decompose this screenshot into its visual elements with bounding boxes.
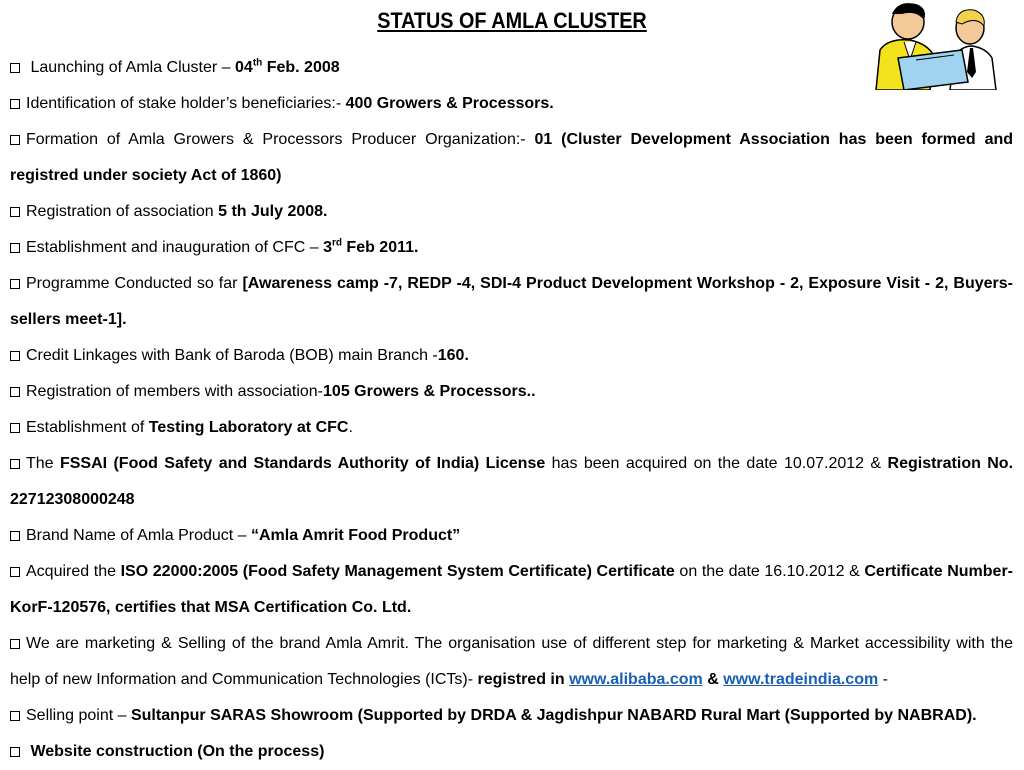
list-item: Establishment and inauguration of CFC – 3rd Feb 2011.	[10, 230, 1013, 266]
alibaba-link[interactable]: www.alibaba.com	[569, 671, 703, 688]
list-item: Identification of stake holder’s beneficiaries:- 400 Growers & Processors.	[10, 86, 1013, 122]
checkbox-bullet-icon	[10, 639, 20, 649]
list-item: Website construction (On the process)	[10, 734, 1013, 770]
list-item: We are marketing & Selling of the brand Amla Amrit. The organisation use of different step for marketing & Market accessibility with the help of new Information and Communication Technologies (ICTs)- registred in www.alibaba.com & www.tradeindia.com -	[10, 635, 1013, 688]
list-item: Selling point – Sultanpur SARAS Showroom (Supported by DRDA & Jagdishpur NABARD Rural Mart (Supported by NABRAD).	[10, 698, 1013, 734]
checkbox-bullet-icon	[10, 387, 20, 397]
list-item: Establishment of Testing Laboratory at CFC.	[10, 410, 1013, 446]
checkbox-bullet-icon	[10, 711, 20, 721]
list-item: Launching of Amla Cluster – 04th Feb. 2008	[10, 50, 1013, 86]
list-item: Programme Conducted so far [Awareness camp -7, REDP -4, SDI-4 Product Development Workshop - 2, Exposure Visit - 2, Buyers-sellers meet-1].	[10, 275, 1014, 328]
checkbox-bullet-icon	[10, 747, 20, 757]
checkbox-bullet-icon	[10, 423, 20, 433]
checkbox-bullet-icon	[10, 279, 20, 289]
list-item: Registration of members with association-105 Growers & Processors..	[10, 374, 1013, 410]
checkbox-bullet-icon	[10, 351, 20, 361]
status-list	[10, 50, 1013, 770]
checkbox-bullet-icon	[10, 207, 20, 217]
checkbox-bullet-icon	[10, 63, 20, 73]
tradeindia-link[interactable]: www.tradeindia.com	[723, 671, 879, 688]
checkbox-bullet-icon	[10, 531, 20, 541]
checkbox-bullet-icon	[10, 243, 20, 253]
checkbox-bullet-icon	[10, 567, 20, 577]
checkbox-bullet-icon	[10, 99, 20, 109]
checkbox-bullet-icon	[10, 459, 20, 469]
list-item: The FSSAI (Food Safety and Standards Authority of India) License has been acquired on the date 10.07.2012 & Registration No. 22712308000248	[10, 455, 1014, 508]
page-title: STATUS OF AMLA CLUSTER	[377, 8, 647, 33]
list-item: Credit Linkages with Bank of Baroda (BOB) main Branch -160.	[10, 338, 1013, 374]
checkbox-bullet-icon	[10, 135, 20, 145]
list-item: Acquired the ISO 22000:2005 (Food Safety Management System Certificate) Certificate on the date 16.10.2012 & Certificate Number- KorF-120576, certifies that MSA Certification Co. Ltd.	[10, 563, 1014, 616]
list-item: Formation of Amla Growers & Processors Producer Organization:- 01 (Cluster Development Association has been formed and registred under society Act of 1860)	[10, 131, 1014, 184]
list-item: Registration of association 5 th July 2008.	[10, 194, 1013, 230]
list-item: Brand Name of Amla Product – “Amla Amrit Food Product”	[10, 518, 1013, 554]
